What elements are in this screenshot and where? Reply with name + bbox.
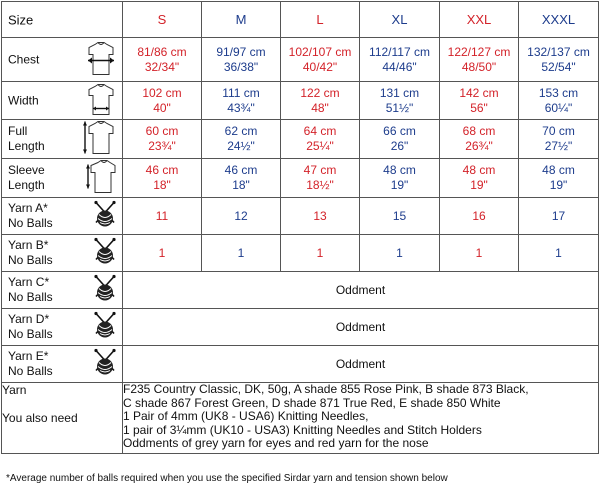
yarn-b-balls-label: No Balls — [8, 253, 53, 267]
length-in: 24½" — [227, 139, 255, 153]
sleeve-in: 19" — [470, 178, 488, 192]
chest-label: Chest — [8, 52, 40, 66]
sleeve-in: 19" — [549, 178, 568, 192]
chest-in: 32/34" — [144, 59, 180, 74]
size-l: L — [281, 2, 360, 38]
chest-in: 48/50" — [461, 59, 497, 74]
materials-line: 1 Pair of 4mm (UK8 - USA6) Knitting Needles, — [123, 409, 369, 423]
chest-cm: 102/107 cm — [288, 44, 352, 59]
garment-width-icon — [84, 82, 118, 119]
materials-line: Oddments of grey yarn for eyes and red yarn for the nose — [123, 436, 429, 450]
garment-chest-icon — [84, 40, 118, 79]
yarn-a-s: 11 — [123, 198, 202, 235]
yarn-b-xxxl: 1 — [519, 235, 599, 272]
length-cm: 62 cm — [224, 124, 258, 138]
chest-cm: 91/97 cm — [216, 44, 266, 59]
yarn-b-m: 1 — [202, 235, 281, 272]
width-in: 51½" — [385, 100, 414, 115]
yarn-d-balls-label: No Balls — [8, 327, 53, 341]
yarn-b-xl: 1 — [360, 235, 440, 272]
yarn-a-row — [2, 198, 599, 235]
yarn-d-row — [2, 309, 599, 346]
chest-cm: 81/86 cm — [137, 44, 187, 59]
width-cm: 131 cm — [379, 85, 420, 100]
yarn-b-label: Yarn B* — [8, 238, 49, 252]
yarn-d-oddment: Oddment — [123, 309, 599, 346]
length-in: 26¾" — [465, 139, 493, 153]
yarn-e-balls-label: No Balls — [8, 364, 53, 378]
width-row — [2, 82, 599, 120]
chest-row — [2, 38, 599, 82]
sleeve-in: 18" — [153, 178, 171, 192]
yarn-ball-icon — [92, 238, 118, 269]
yarn-ball-icon — [92, 312, 118, 343]
length-cm: 64 cm — [303, 124, 337, 138]
length-cm: 60 cm — [145, 124, 179, 138]
width-cm: 102 cm — [142, 85, 182, 100]
yarn-b-xxl: 1 — [440, 235, 519, 272]
yarn-e-oddment: Oddment — [123, 346, 599, 383]
sleeve-in: 18" — [232, 178, 250, 192]
size-xxl: XXL — [440, 2, 519, 38]
size-m: M — [202, 2, 281, 38]
sleeve-cm: 48 cm — [542, 163, 575, 177]
yarn-a-balls-label: No Balls — [8, 216, 53, 230]
yarn-c-row — [2, 272, 599, 309]
yarn-e-row — [2, 346, 599, 383]
sleeve-in: 18½" — [306, 178, 334, 192]
chest-cm: 112/117 cm — [369, 44, 430, 59]
yarn-ball-icon — [92, 275, 118, 306]
sleeve-length-icon — [84, 159, 118, 198]
materials-row — [2, 383, 599, 454]
chest-cm: 132/137 cm — [527, 44, 590, 59]
chest-in: 40/42" — [302, 59, 338, 74]
width-cm: 111 cm — [222, 85, 260, 100]
yarn-a-xl: 15 — [360, 198, 440, 235]
yarn-c-label: Yarn C* — [8, 275, 50, 289]
width-cm: 122 cm — [300, 85, 340, 100]
width-in: 48" — [311, 100, 329, 115]
length-in: 26" — [390, 139, 409, 153]
yarn-ball-icon — [92, 201, 118, 232]
sleeve-label-1: Sleeve — [8, 163, 45, 177]
yarn-b-s: 1 — [123, 235, 202, 272]
yarn-c-oddment: Oddment — [123, 272, 599, 309]
width-cm: 142 cm — [459, 85, 499, 100]
length-cm: 68 cm — [462, 124, 496, 138]
chest-in: 52/54" — [541, 59, 576, 74]
sleeve-label-2: Length — [8, 178, 45, 192]
size-xxxl: XXXL — [519, 2, 599, 38]
sleeve-cm: 46 cm — [145, 163, 179, 177]
yarn-d-label: Yarn D* — [8, 312, 50, 326]
you-also-need-heading: You also need — [2, 411, 78, 425]
length-cm: 70 cm — [542, 124, 575, 138]
header-row — [2, 2, 599, 38]
sleeve-cm: 46 cm — [224, 163, 258, 177]
sleeve-length-row — [2, 159, 599, 198]
width-in: 40" — [153, 100, 171, 115]
length-in: 23¾" — [148, 139, 176, 153]
yarn-heading: Yarn — [2, 383, 27, 397]
length-in: 27½" — [544, 139, 573, 153]
yarn-c-balls-label: No Balls — [8, 290, 53, 304]
full-length-label-2: Length — [8, 139, 45, 153]
length-in: 25¼" — [306, 139, 334, 153]
size-s: S — [123, 2, 202, 38]
yarn-b-row — [2, 235, 599, 272]
yarn-a-m: 12 — [202, 198, 281, 235]
width-label: Width — [8, 93, 39, 107]
materials-line: C shade 867 Forest Green, D shade 871 True Red, E shade 850 White — [123, 395, 501, 410]
chest-in: 36/38" — [223, 59, 259, 74]
size-table — [1, 1, 599, 454]
footnote: *Average number of balls required when you use the specified Sirdar yarn and tension shown below — [6, 473, 448, 484]
sleeve-in: 19" — [390, 178, 409, 192]
size-xl: XL — [360, 2, 440, 38]
size-label: Size — [8, 12, 34, 27]
yarn-e-label: Yarn E* — [8, 349, 49, 363]
width-in: 56" — [470, 100, 488, 115]
full-length-label-1: Full — [8, 124, 28, 138]
yarn-a-xxl: 16 — [440, 198, 519, 235]
full-length-row — [2, 120, 599, 159]
sleeve-cm: 48 cm — [462, 163, 496, 177]
yarn-b-l: 1 — [281, 235, 360, 272]
sleeve-cm: 47 cm — [303, 163, 337, 177]
garment-length-icon — [80, 120, 118, 159]
materials-line: F235 Country Classic, DK, 50g, A shade 855 Rose Pink, B shade 873 Black, — [123, 382, 529, 396]
chest-cm: 122/127 cm — [447, 44, 511, 59]
width-cm: 153 cm — [538, 85, 579, 100]
sleeve-cm: 48 cm — [383, 163, 416, 177]
chest-in: 44/46" — [382, 59, 417, 74]
width-in: 60¼" — [544, 100, 573, 115]
materials-line: 1 pair of 3¼mm (UK10 - USA3) Knitting Needles and Stitch Holders — [123, 422, 482, 437]
width-in: 43¾" — [227, 100, 255, 115]
yarn-ball-icon — [92, 349, 118, 380]
length-cm: 66 cm — [383, 124, 416, 138]
yarn-a-xxxl: 17 — [519, 198, 599, 235]
yarn-a-l: 13 — [281, 198, 360, 235]
yarn-a-label: Yarn A* — [8, 201, 48, 215]
